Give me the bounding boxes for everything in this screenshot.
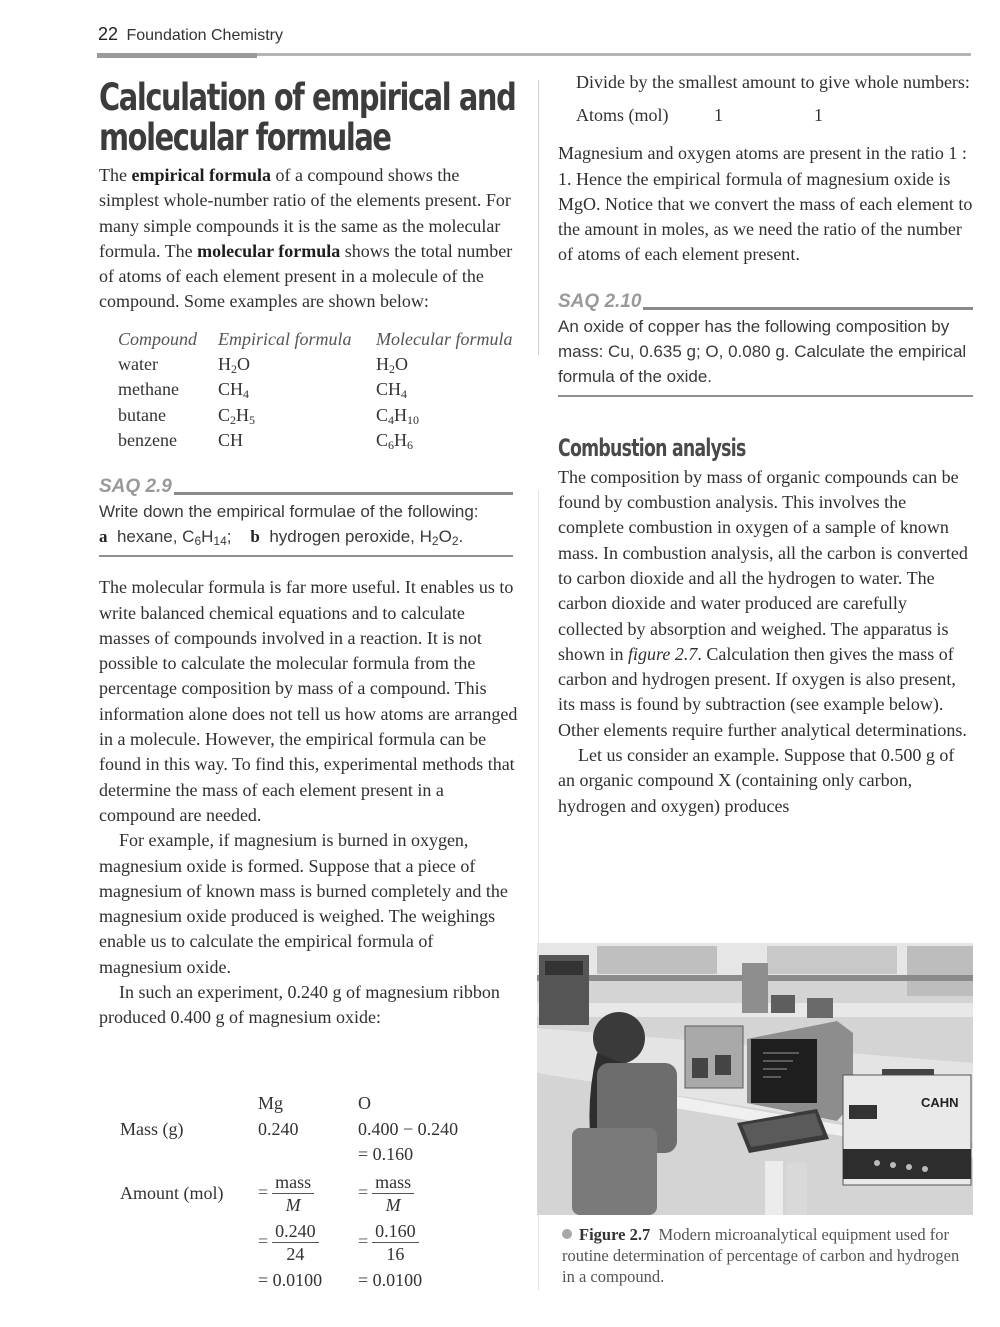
molecular-cell: $C_4H_{10}$ (376, 404, 420, 427)
paragraph-combustion (558, 465, 973, 743)
atoms-o: 1 (814, 105, 823, 126)
saq-2-10-label: SAQ 2.10 (558, 290, 642, 312)
page-number: 22 (98, 24, 119, 44)
header-empirical: Empirical formula (218, 328, 352, 349)
paragraph-experiment: In such an experiment, 0.240 g of magnesium ribbon produced 0.400 g of magnesium oxide: (99, 982, 500, 1028)
term-molecular-formula: molecular formula (197, 240, 341, 261)
amount-o-result: = 0.0100 (358, 1270, 423, 1290)
saq-rule (174, 492, 513, 495)
saq-2-10-header (558, 290, 973, 312)
examples-table-header (118, 329, 513, 354)
compound-cell: water (118, 354, 158, 375)
saq-2-9-header (99, 475, 513, 497)
figure-2-7-caption (562, 1224, 972, 1287)
table-row (118, 379, 513, 404)
lab-equipment-photo (537, 943, 973, 1215)
section-title (99, 78, 520, 158)
column-header-mg: Mg (258, 1093, 284, 1113)
mass-mg: 0.240 (258, 1119, 299, 1139)
atoms-mg: 1 (714, 105, 723, 126)
amount-mg-values (258, 1220, 319, 1265)
amount-label: Amount (mol) (120, 1183, 224, 1203)
intro-text-1: The (99, 165, 132, 185)
running-title: Foundation Chemistry (126, 27, 283, 44)
paragraph-molecular-formula: The molecular formula is far more useful. It enables us to write balanced chemical equations and to calculate masses of compounds involved in a reaction. It is not possible to calculate the molecular formula from the percentage composition by mass of a compound. This information alone does not tell us how atoms are arranged in a molecule. However, the empirical formula can be found in this way. To find this, experimental methods that determine the mass of each element present in a compound are needed. (99, 577, 518, 825)
header-rule-accent (97, 53, 257, 58)
amount-mg-formula (258, 1171, 314, 1216)
compound-cell: benzene (118, 429, 177, 450)
amount-mg-result: = 0.0100 (258, 1270, 323, 1290)
column-divider-top (538, 80, 539, 355)
saq-2-9-label: SAQ 2.9 (99, 476, 172, 498)
fraction: $\frac{\text{mass}}{M}$ (272, 1171, 314, 1216)
fraction: $\frac{0.160}{16}$ (372, 1220, 419, 1265)
saq-2-10-box (558, 290, 973, 397)
saq-rule (643, 307, 973, 310)
compound-cell: butane (118, 404, 166, 425)
fraction: $\frac{\text{mass}}{M}$ (372, 1171, 414, 1216)
figure-2-7-photo (537, 943, 973, 1215)
combustion-heading: Combustion analysis (558, 433, 746, 462)
header-rule (257, 53, 971, 56)
paragraph-magnesium-example: For example, if magnesium is burned in oxygen, magnesium oxide is formed. Suppose that a piece of magnesium of known mass is burned completely and the magnesium oxide produced is weighed. The weighings enable us to calculate the empirical formula of magnesium oxide. (99, 830, 508, 977)
empirical-cell: $CH_4$ (218, 379, 250, 402)
figure-label: Figure 2.7 (579, 1225, 651, 1244)
fraction: $\frac{0.240}{24}$ (272, 1220, 319, 1265)
equals-sign: = (258, 1181, 269, 1202)
equals-sign: = (358, 1230, 369, 1251)
header-compound: Compound (118, 328, 198, 349)
running-header (98, 24, 283, 45)
part-a-letter: a (99, 527, 108, 547)
molecular-cell: $CH_4$ (376, 379, 408, 402)
bullet-icon (562, 1229, 572, 1239)
saq-2-9-box (99, 475, 513, 557)
mass-o-result: = 0.160 (358, 1144, 414, 1164)
intro-paragraph (99, 163, 519, 315)
instrument-brand-label: CAHN (921, 1095, 959, 1110)
part-b-letter: b (250, 527, 260, 547)
divide-instruction: Divide by the smallest amount to give whole numbers: (576, 72, 970, 92)
atoms-label: Atoms (mol) (576, 105, 669, 126)
table-row (118, 430, 513, 455)
section-title-line-1: Calculation of empirical and (99, 76, 516, 119)
part-a-text: hexane, C (116, 527, 195, 547)
paragraph-example-x: Let us consider an example. Suppose that 0.500 g of an organic compound X (containing only carbon, hydrogen and oxygen) produces (558, 745, 955, 816)
equals-sign: = (358, 1181, 369, 1202)
saq-2-9-parts: a hexane, $C_6H_{14}$; b hydrogen peroxide, $H_2O_2$. (99, 527, 464, 549)
combustion-text-1: The composition by mass of organic compounds can be found by combustion analysis. This involves the complete combustion in oxygen of a sample of known mass. In combustion analysis, all the carbon is converted to carbon dioxide and all the hydrogen to water. The carbon dioxide and water produced are carefully collected by absorption and weighed. The apparatus is shown in (558, 466, 968, 664)
combustion-text-2: . Calculation then gives the mass of carbon and hydrogen present. If oxygen is also present, its mass is found by subtraction (see example below). Other elements require further analytical determinations. (558, 643, 967, 740)
figure-reference-link: figure 2.7 (628, 643, 698, 664)
saq-2-9-prompt: Write down the empirical formulae of the following: (99, 502, 479, 522)
left-column (99, 78, 519, 1031)
caption-text: Modern microanalytical equipment used for routine determination of percentage of carbon and hydrogen in a compound. (562, 1225, 960, 1286)
section-title-line-2: molecular formulae (99, 116, 391, 159)
equals-sign: = (258, 1230, 269, 1251)
empirical-cell: $H_2O$ (218, 354, 250, 377)
saq-2-9-question (99, 499, 513, 549)
saq-bottom-rule (558, 395, 973, 397)
mass-o: 0.400 − 0.240 (358, 1119, 459, 1139)
compound-cell: methane (118, 379, 179, 400)
paragraph-mgo-ratio: Magnesium and oxygen atoms are present in the ratio 1 : 1. Hence the empirical formula of magnesium oxide is MgO. Notice that we convert the mass of each element to the amount in moles, as we need the ratio of the number of atoms of each element present. (558, 143, 973, 265)
amount-o-formula (358, 1171, 414, 1216)
molecular-cell: $C_6H_6$ (376, 429, 414, 452)
examples-table (118, 329, 513, 455)
empirical-cell: CH (218, 429, 244, 450)
saq-2-10-question: An oxide of copper has the following composition by mass: Cu, 0.635 g; O, 0.080 g. Calculate the empirical formula of the oxide. (558, 316, 967, 386)
molecular-cell: $H_2O$ (376, 354, 408, 377)
intro-text-2: of a compound shows the simplest whole-number ratio of the elements present. For many simple compounds it is the same as the molecular formula. The (99, 165, 511, 261)
table-row (118, 354, 513, 379)
empirical-cell: $C_2H_5$ (218, 404, 256, 427)
table-row (118, 405, 513, 430)
header-molecular: Molecular formula (376, 328, 513, 349)
saq-bottom-rule (99, 555, 513, 557)
part-b-text: hydrogen peroxide, H (269, 527, 432, 547)
atoms-row (576, 105, 973, 133)
term-empirical-formula: empirical formula (131, 165, 271, 185)
mass-label: Mass (g) (120, 1119, 184, 1139)
amount-o-values (358, 1220, 419, 1265)
intro-text-3: shows the total number of atoms of each element present in a molecule of the compound. Some examples are shown below: (99, 240, 513, 312)
right-column (558, 70, 973, 819)
column-header-o: O (358, 1093, 371, 1113)
